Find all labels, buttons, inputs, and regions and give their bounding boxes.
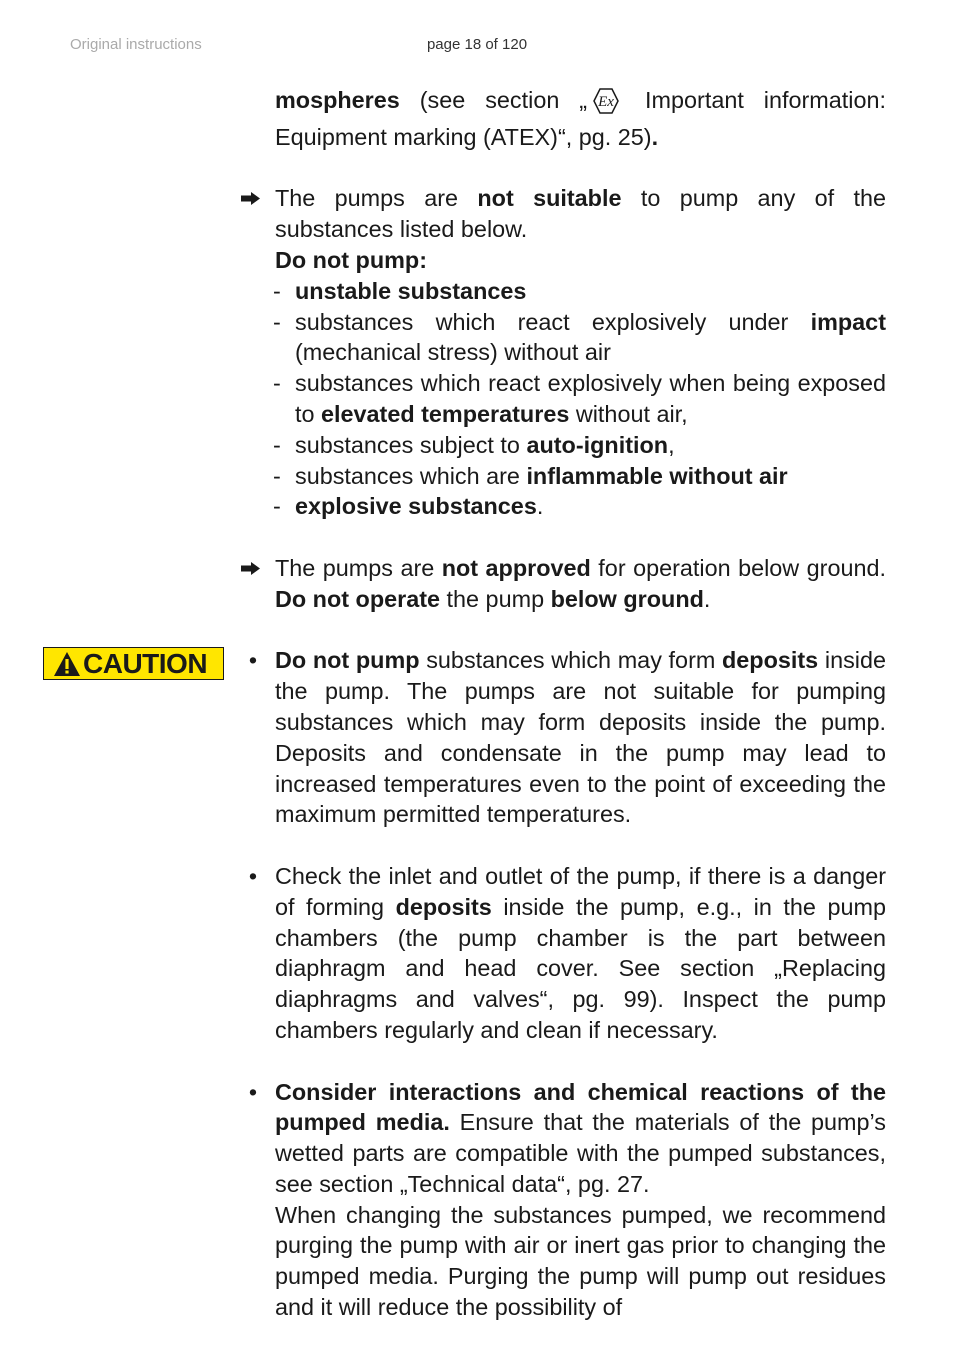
text-run: substances which are: [295, 462, 527, 489]
text-run: The pumps are: [275, 554, 442, 581]
inspect-text: [275, 861, 886, 1046]
list-item: [275, 430, 886, 461]
bullet-item-inspect: [248, 861, 886, 1046]
bold-run: inflammable without air: [526, 462, 788, 489]
text-run: substances which react explosively under: [295, 308, 811, 335]
arrow-right-icon: [241, 562, 260, 575]
intro-bold-start: mospheres: [275, 87, 400, 113]
bullet-marker: •: [248, 1078, 258, 1105]
text-run: substances subject to: [295, 431, 527, 458]
text-run: substances which react explosively when being exposed to: [295, 370, 886, 427]
arrow-right-icon: [241, 192, 260, 205]
bullet-item-deposits: [248, 645, 886, 830]
arrow-item-not-approved: [275, 553, 886, 615]
intro-text-2: Important information: Equipment marking (ATEX)“, pg. 25): [275, 87, 886, 150]
interactions-text: [275, 1077, 886, 1200]
bold-run: deposits: [722, 647, 819, 674]
not-suitable-text: [275, 183, 886, 245]
dash-marker: -: [273, 370, 281, 397]
dash-marker: -: [273, 308, 281, 335]
header-page-number: page 18 of 120: [426, 36, 528, 53]
text-run: without air,: [569, 400, 688, 427]
caution-label: [43, 647, 224, 680]
text-run: inside the pump. The pumps are not suitable for pumping substances which may form deposits inside the pump. Deposits and condensate in the pump may lead to increased temperatures even to the point of exceeding the maximum permitted temperatures.: [275, 647, 886, 828]
ex-atex-icon: [589, 88, 623, 122]
bold-run: impact: [810, 308, 886, 335]
text-run: substances which may form: [419, 647, 723, 674]
bold-run: not suitable: [477, 185, 622, 212]
list-item: [275, 368, 886, 430]
deposits-text: [275, 645, 886, 830]
warning-triangle-icon: [53, 651, 81, 677]
dash-marker: -: [273, 277, 281, 304]
bold-run: deposits: [395, 893, 492, 920]
bold-run: Do not pump:: [275, 246, 427, 273]
bold-run: explosive substances: [295, 493, 537, 520]
main-content: [248, 85, 886, 1323]
text-run: Ensure that the materials of the pump’s wetted parts are compatible with the pumped substances, see section „Technical data“, pg. 27.: [275, 1109, 886, 1197]
dash-marker: -: [273, 462, 281, 489]
purging-text: When changing the substances pumped, we recommend purging the pump with air or inert gas prior to changing the pumped media. Purging the pump will pump out residues and it will reduce the possibility of: [275, 1201, 886, 1321]
text-run: Check the inlet and outlet of the pump, if there is a danger of forming: [275, 862, 886, 920]
caution-text: CAUTION: [83, 647, 208, 679]
not-approved-text: [275, 553, 886, 615]
intro-text-1: (see section „: [399, 87, 588, 113]
arrow-item-not-suitable: [275, 183, 886, 522]
header-document-type: Original instructions: [70, 36, 202, 53]
bold-run: Consider interactions and chemical reactions of the pumped media.: [275, 1078, 886, 1136]
list-item: [275, 461, 886, 492]
bullet-item-interactions: [248, 1077, 886, 1323]
list-item: [275, 276, 886, 307]
bold-run: elevated temperatures: [321, 400, 570, 427]
list-item: [275, 491, 886, 522]
substance-list: [275, 276, 886, 522]
intro-paragraph: [275, 85, 886, 153]
text-run: inside the pump, e.g., in the pump chambers (the pump chamber is the part between diaphragm and head cover. See section „Replacing diaphragms and valves“, pg. 99). Inspect the pump chambers regularly and clean if necessary.: [275, 893, 886, 1043]
dash-marker: -: [273, 493, 281, 520]
text-run: the pump: [440, 585, 551, 612]
bold-run: unstable substances: [295, 277, 527, 304]
text-run: .: [703, 585, 711, 612]
dash-marker: -: [273, 431, 281, 458]
bold-run: Do not pump: [275, 647, 420, 674]
bullet-marker: •: [248, 647, 258, 674]
bold-run: below ground: [550, 585, 704, 612]
text-run: .: [536, 493, 544, 520]
bold-run: Do not operate: [275, 585, 441, 612]
list-item: [275, 307, 886, 369]
text-run: (mechanical stress) without air: [295, 339, 611, 366]
do-not-pump-heading: [275, 245, 886, 276]
text-run: ,: [668, 431, 675, 458]
text-run: for operation below ground.: [590, 554, 886, 581]
intro-bold-end: .: [651, 123, 659, 150]
text-run: The pumps are: [275, 185, 478, 212]
bullet-marker: •: [248, 862, 258, 889]
bold-run: not approved: [441, 554, 591, 581]
bold-run: auto-ignition: [526, 431, 669, 458]
text-run: to pump any of the substances listed below.: [275, 185, 886, 243]
svg-text:Ex: Ex: [598, 94, 614, 110]
